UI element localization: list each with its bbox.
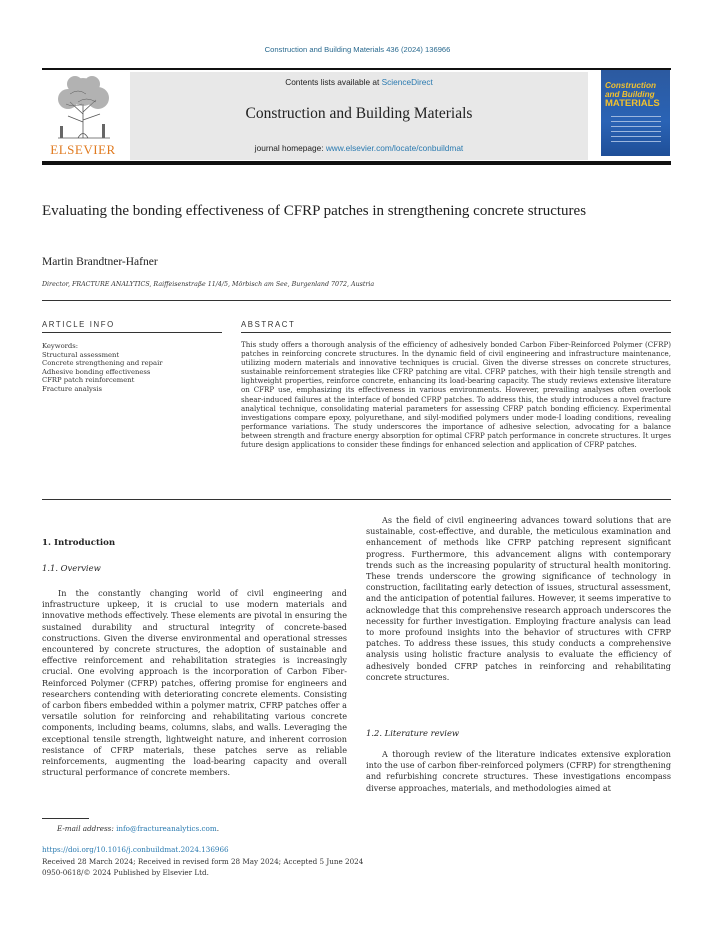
publisher-wordmark: ELSEVIER xyxy=(50,142,116,157)
abstract-bottom-rule xyxy=(42,499,671,500)
journal-cover xyxy=(601,70,670,156)
overview-paragraph: In the constantly changing world of civil engineering and infrastructure upkeep, it is crucial to use modern materials and innovative methods effectively. These elements are pivotal in ensuring the sustained durability and structural integrity of concrete-based constructions. Given the diverse environmental and operational stresses encountered by concrete structures, the adoption of sustainable and effective reinforcement and rehabilitation strategies is increasingly crucial. One evolving approach is the incorporation of Carbon Fiber-Reinforced Polymer (CFRP) patches, offering promise for engineers and researchers contending with deteriorating concrete elements. Consisting of carbon fibers embedded within a polymer matrix, CFRP patches offer a versatile solution for reinforcing and rehabilitating various concrete components, including beams, columns, slabs, and walls. Leveraging the exceptional tensile strength, lightweight nature, and inherent corrosion resistance of CFRP materials, these patches serve as reliable reinforcements, augmenting the load-bearing capacity and overall structural performance of concrete members. xyxy=(42,588,347,778)
article-info-heading: ARTICLE INFO xyxy=(42,320,115,329)
elsevier-tree-icon xyxy=(48,74,118,140)
keyword-item: Adhesive bonding effectiveness xyxy=(42,367,151,376)
keyword-item: Structural assessment xyxy=(42,350,120,359)
elsevier-logo xyxy=(42,72,124,160)
author-name: Martin Brandtner-Hafner xyxy=(42,256,158,268)
keyword-item: CFRP patch reinforcement xyxy=(42,376,135,385)
affiliation-rule xyxy=(42,300,671,301)
subsection-heading-literature: 1.2. Literature review xyxy=(366,728,460,738)
journal-masthead xyxy=(130,72,588,160)
right-column-paragraph: As the field of civil engineering advances toward solutions that are sustainable, cost-effective, and durable, the meticulous examination and enhancement of methods like CFRP patching represent significant progress. Furthermore, this advancement aligns with contemporary trends such as the increasing popularity of structural health monitoring. These trends underscore the growing significance of technology in construction, facilitating early detection of issues, structural assessment, and the anticipation of potential failures. However, it seems imperative to acknowledge that this comprehensive research approach underscores the necessity for further investigation. Employing fracture analysis can lead to more profound insights into the behavior of structures with CFRP patches. To address these issues, this study conducts a comprehensive analysis using holistic fracture analysis to evaluate the efficiency of adhesively bonded CFRP patches in reinforcing and rehabilitating concrete structures. xyxy=(366,515,671,682)
issn-copyright: 0950-0618/© 2024 Published by Elsevier Ltd. xyxy=(42,868,209,877)
journal-citation: Construction and Building Materials 436 (2024) 136966 xyxy=(264,45,451,54)
contents-prefix: Contents lists available at xyxy=(285,77,382,87)
subsection-heading-overview: 1.1. Overview xyxy=(42,563,101,573)
email-link[interactable]: info@fractureanalytics.com xyxy=(116,824,217,833)
keyword-item: Concrete strengthening and repair xyxy=(42,359,163,368)
abstract-heading: ABSTRACT xyxy=(241,320,296,329)
cover-line-2: and Building xyxy=(605,90,655,99)
contents-line xyxy=(130,77,588,87)
received-dates: Received 28 March 2024; Received in revised form 28 May 2024; Accepted 5 June 2024 xyxy=(42,857,364,866)
abstract-text: This study offers a thorough analysis of the efficiency of adhesively bonded Carbon Fiber-Reinforced Polymer (CFRP) patches in reinforcing concrete structures. In the dynamic field of civil engineering and infrastructure maintenance, utilizing modern materials and innovative techniques is crucial. Given the diverse stresses on concrete structures, sustainable reinforcement strategies like CFRP patching are vital. CFRP patches, with their high tensile strength and lightweight properties, reinforce concrete, enhancing its load-bearing capacity. The study reviews extensive literature on CFRP use, emphasizing its effectiveness in various environments. However, prevailing analyses often overlook shear-induced failures at the interface of bonded CFRP patches. To address this, the study introduces a novel fracture analytical technique, consolidating material parameters for assessing CFRP patch bonding efficiency. Experimental investigations compare epoxy, polyurethane, and silyl-modified polymers under mode-I loading conditions, revealing performance variations. The study underscores the importance of adhesive selection, advocating for a balance between strength and fracture energy absorption for optimal CFRP patch performance in concrete structures. It urges future design applications to consider these findings for enhanced selection and application of CFRP patches. xyxy=(241,340,671,450)
footnote-rule xyxy=(42,818,89,819)
author-affiliation: Director, FRACTURE ANALYTICS, Raiffeisenstraße 11/4/5, Mörbisch am See, Burgenland 7072, Austria xyxy=(42,281,375,288)
homepage-link[interactable]: www.elsevier.com/locate/conbuildmat xyxy=(325,143,464,153)
abstract-rule xyxy=(241,332,671,333)
keyword-item: Fracture analysis xyxy=(42,384,103,393)
doi-link[interactable]: https://doi.org/10.1016/j.conbuildmat.2024.136966 xyxy=(42,845,229,854)
keywords-block xyxy=(42,342,222,394)
journal-title: Construction and Building Materials xyxy=(245,105,473,122)
cover-decoration xyxy=(611,116,661,146)
article-info-rule xyxy=(42,332,222,333)
cover-line-3: MATERIALS xyxy=(605,98,660,109)
article-title: Evaluating the bonding effectiveness of CFRP patches in strengthening concrete structures xyxy=(42,203,587,219)
homepage-line xyxy=(130,143,588,153)
cover-line-1: Construction xyxy=(605,81,656,90)
literature-paragraph: A thorough review of the literature indicates extensive exploration into the use of carbon fiber-reinforced polymers (CFRP) for strengthening and refurbishing concrete structures. These investigations encompass diverse approaches, materials, and methodologies aimed at xyxy=(366,749,671,793)
homepage-prefix: journal homepage: xyxy=(254,143,326,153)
keywords-label: Keywords: xyxy=(42,342,79,350)
cover-title xyxy=(605,81,667,108)
masthead-rule xyxy=(42,161,671,165)
sciencedirect-link[interactable]: ScienceDirect xyxy=(381,77,433,87)
section-heading-introduction: 1. Introduction xyxy=(42,538,116,548)
email-footnote xyxy=(57,824,219,833)
email-suffix: . xyxy=(216,824,219,833)
header-rule xyxy=(42,68,671,70)
email-label: E-mail address: xyxy=(57,824,117,833)
